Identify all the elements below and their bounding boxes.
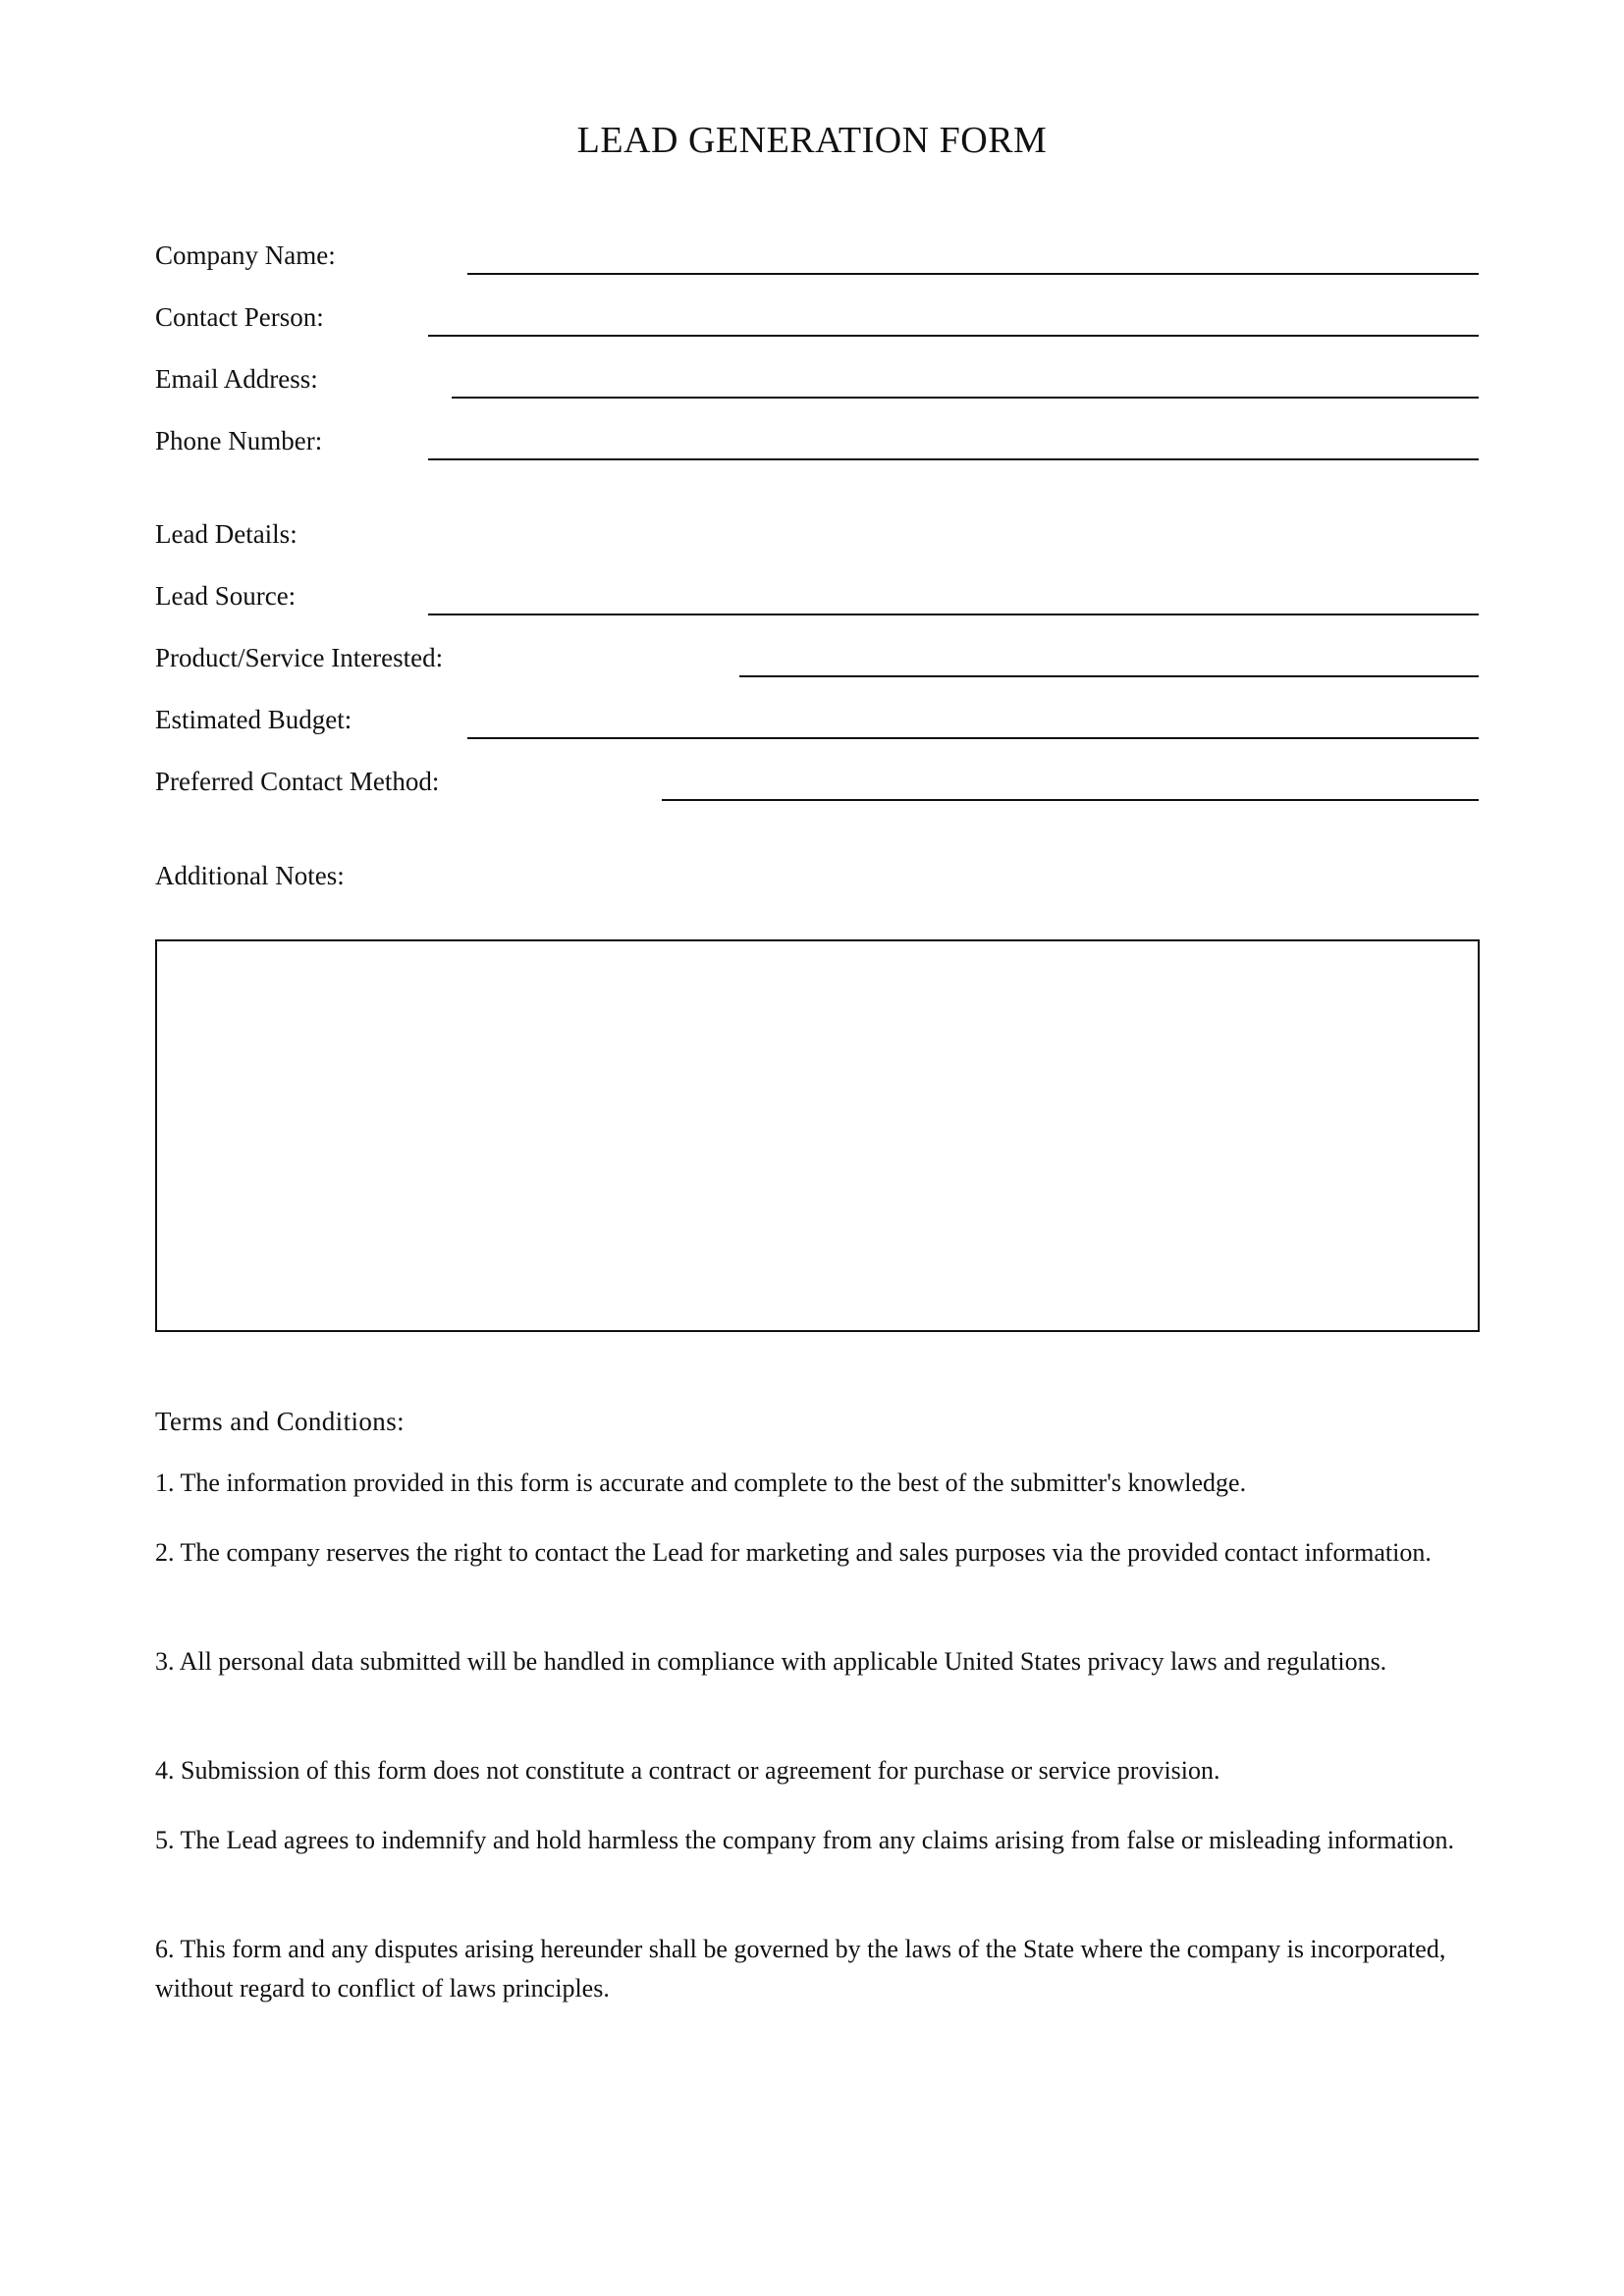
email-address-input-line[interactable]: [452, 397, 1479, 399]
additional-notes-label: Additional Notes:: [155, 861, 345, 890]
lead-source-field: [155, 576, 1479, 625]
contact-person-input-line[interactable]: [428, 335, 1479, 337]
estimated-budget-field: [155, 700, 1479, 749]
terms-item-4: 4. Submission of this form does not constitute a contract or agreement for purchase or service provision.: [155, 1756, 1220, 1785]
product-service-field: [155, 638, 1479, 687]
preferred-contact-input-line[interactable]: [662, 799, 1479, 801]
contact-person-label: Contact Person:: [155, 302, 324, 332]
preferred-contact-label: Preferred Contact Method:: [155, 767, 440, 796]
phone-number-label: Phone Number:: [155, 426, 323, 455]
phone-number-input-line[interactable]: [428, 458, 1479, 460]
company-name-label: Company Name:: [155, 240, 336, 270]
terms-item-6: 6. This form and any disputes arising hereunder shall be governed by the laws of the State where the company is incorporated, without regard to conflict of laws principles.: [155, 1935, 1446, 2002]
preferred-contact-field: [155, 762, 1479, 811]
contact-person-field: [155, 297, 1479, 347]
terms-heading: Terms and Conditions:: [155, 1407, 405, 1436]
terms-item-1: 1. The information provided in this form is accurate and complete to the best of the submitter's knowledge.: [155, 1468, 1247, 1497]
email-address-label: Email Address:: [155, 364, 318, 394]
terms-item-5: 5. The Lead agrees to indemnify and hold harmless the company from any claims arising from false or misleading information.: [155, 1826, 1454, 1854]
lead-details-heading: Lead Details:: [155, 519, 298, 549]
product-service-input-line[interactable]: [739, 675, 1479, 677]
estimated-budget-input-line[interactable]: [467, 737, 1479, 739]
product-service-label: Product/Service Interested:: [155, 643, 444, 672]
terms-item-2: 2. The company reserves the right to contact the Lead for marketing and sales purposes via the provided contact information.: [155, 1538, 1432, 1567]
form-title: LEAD GENERATION FORM: [576, 120, 1048, 161]
lead-source-label: Lead Source:: [155, 581, 297, 611]
lead-source-input-line[interactable]: [428, 614, 1479, 615]
additional-notes-box[interactable]: [155, 939, 1480, 1332]
company-name-input-line[interactable]: [467, 273, 1479, 275]
company-name-field: [155, 236, 1479, 285]
estimated-budget-label: Estimated Budget:: [155, 705, 352, 734]
terms-item-3: 3. All personal data submitted will be handled in compliance with applicable United States privacy laws and regulations.: [155, 1647, 1387, 1676]
email-address-field: [155, 359, 1479, 408]
phone-number-field: [155, 421, 1479, 470]
